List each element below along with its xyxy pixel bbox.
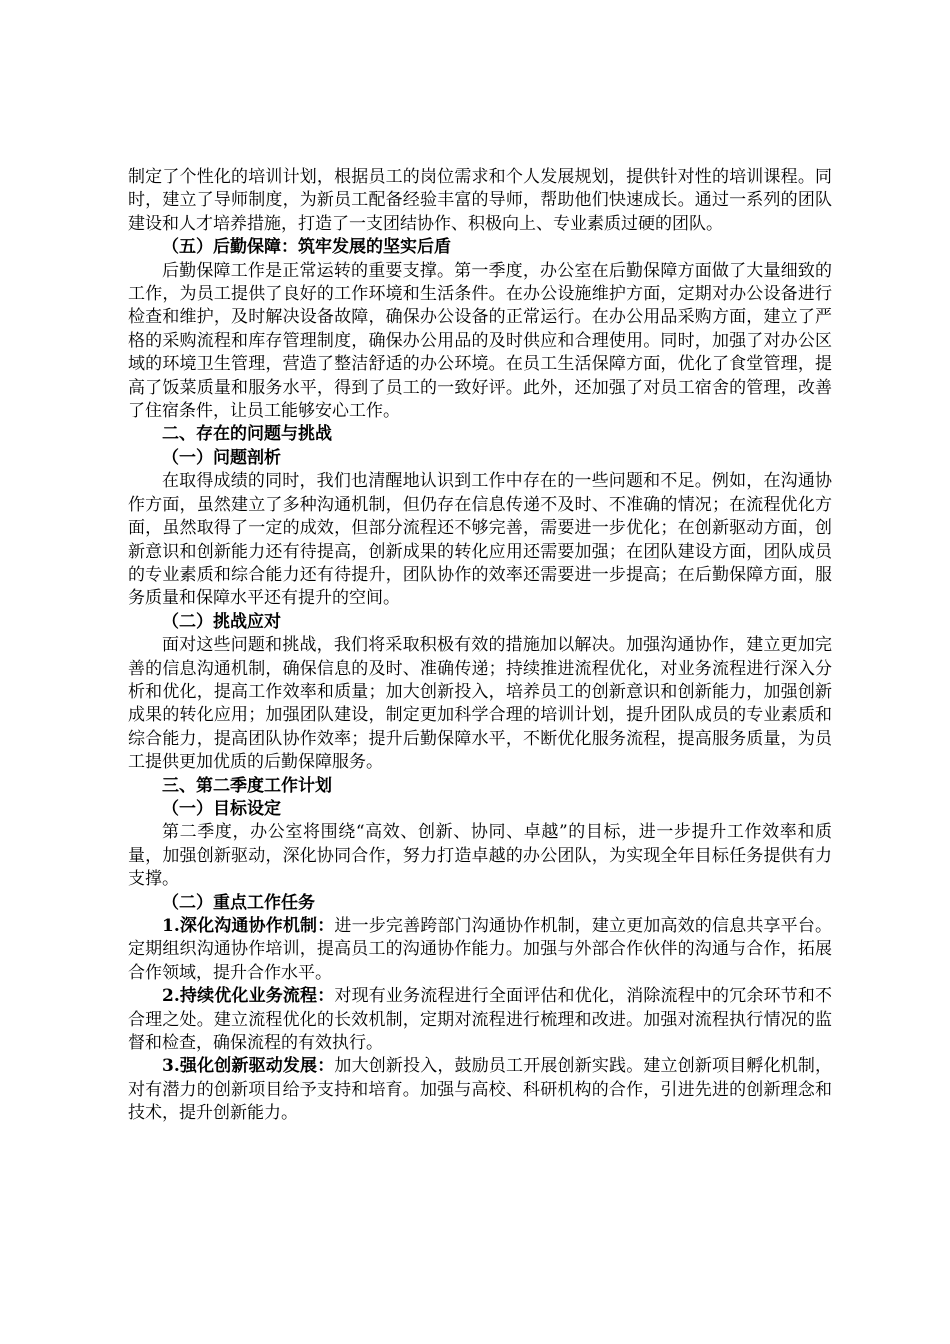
paragraph-challenge-response: 面对这些问题和挑战，我们将采取积极有效的措施加以解决。加强沟通协作，建立更加完善的信息沟通机制，确保信息的及时、准确传递；持续推进流程优化，对业务流程进行深入分析和优化，提高工作效率和质量；加大创新投入，培养员工的创新意识和创新能力，加强创新成果的转化应用；加强团队建设，制定更加科学合理的培训计划，提升团队成员的专业素质和综合能力，提高团队协作效率；提升后勤保障水平，不断优化服务流程，提高服务质量，为员工提供更加优质的后勤保障服务。 — [128, 635, 832, 773]
paragraph-training-continued: 制定了个性化的培训计划，根据员工的岗位需求和个人发展规划，提供针对性的培训课程。同时，建立了导师制度，为新员工配备经验丰富的导师，帮助他们快速成长。通过一系列的团队建设和人才培养措施，打造了一支团结协作、积极向上、专业素质过硬的团队。 — [128, 167, 832, 234]
subsection-heading-challenge-response: （二）挑战应对 — [162, 611, 281, 632]
task-title: 1.深化沟通协作机制： — [162, 916, 335, 936]
subsection-heading-goal-setting: （一）目标设定 — [162, 798, 281, 819]
subsection-heading-key-tasks: （二）重点工作任务 — [162, 892, 315, 913]
task-title: 2.持续优化业务流程： — [162, 986, 335, 1007]
task-text: 对现有业务流程进行全面评估和优化，消除流程中的冗余环节和不合理之处。建立流程优化的长效机制，定期对流程进行梳理和改进。加强对流程执行情况的监督和检查，确保流程的有效执行。 — [128, 986, 833, 1054]
task-item — [128, 915, 832, 985]
document-body — [128, 166, 832, 1126]
paragraph-problem-analysis: 在取得成绩的同时，我们也清醒地认识到工作中存在的一些问题和不足。例如，在沟通协作方面，虽然建立了多种沟通机制，但仍存在信息传递不及时、不准确的情况；在流程优化方面，虽然取得了一定的成效，但部分流程还不够完善，需要进一步优化；在创新驱动方面，创新意识和创新能力还有待提高，创新成果的转化应用还需要加强；在团队建设方面，团队成员的专业素质和综合能力还有待提升，团队协作的效率还需要进一步提高；在后勤保障方面，服务质量和保障水平还有提升的空间。 — [128, 471, 832, 609]
section-heading-problems-challenges: 二、存在的问题与挑战 — [162, 424, 332, 445]
section-heading-q2-plan: 三、第二季度工作计划 — [162, 775, 332, 796]
task-item — [128, 985, 832, 1055]
section-heading-logistics: （五）后勤保障：筑牢发展的坚实后盾 — [162, 237, 451, 258]
task-text: 进一步完善跨部门沟通协作机制，建立更加高效的信息共享平台。定期组织沟通协作培训，提高员工的沟通协作能力。加强与外部合作伙伴的沟通与合作，拓展合作领域，提升合作水平。 — [128, 916, 833, 983]
paragraph-goal-setting: 第二季度，办公室将围绕“高效、创新、协同、卓越”的目标，进一步提升工作效率和质量，加强创新驱动，深化协同合作，努力打造卓越的办公团队，为实现全年目标任务提供有力支撑。 — [128, 822, 832, 890]
task-title: 3.强化创新驱动发展： — [162, 1056, 335, 1077]
paragraph-logistics: 后勤保障工作是正常运转的重要支撑。第一季度，办公室在后勤保障方面做了大量细致的工作，为员工提供了良好的工作环境和生活条件。在办公设施维护方面，定期对办公设备进行检查和维护，及时解决设备故障，确保办公设备的正常运行。在办公用品采购方面，建立了严格的采购流程和库存管理制度，确保办公用品的及时供应和合理使用。同时，加强了对办公区域的环境卫生管理，营造了整洁舒适的办公环境。在员工生活保障方面，优化了食堂管理，提高了饭菜质量和服务水平，得到了员工的一致好评。此外，还加强了对员工宿舍的管理，改善了住宿条件，让员工能够安心工作。 — [128, 260, 832, 422]
subsection-heading-problem-analysis: （一）问题剖析 — [162, 447, 281, 468]
task-item — [128, 1055, 832, 1125]
task-text: 加大创新投入，鼓励员工开展创新实践。建立创新项目孵化机制，对有潜力的创新项目给予支持和培育。加强与高校、科研机构的合作，引进先进的创新理念和技术，提升创新能力。 — [128, 1056, 833, 1124]
